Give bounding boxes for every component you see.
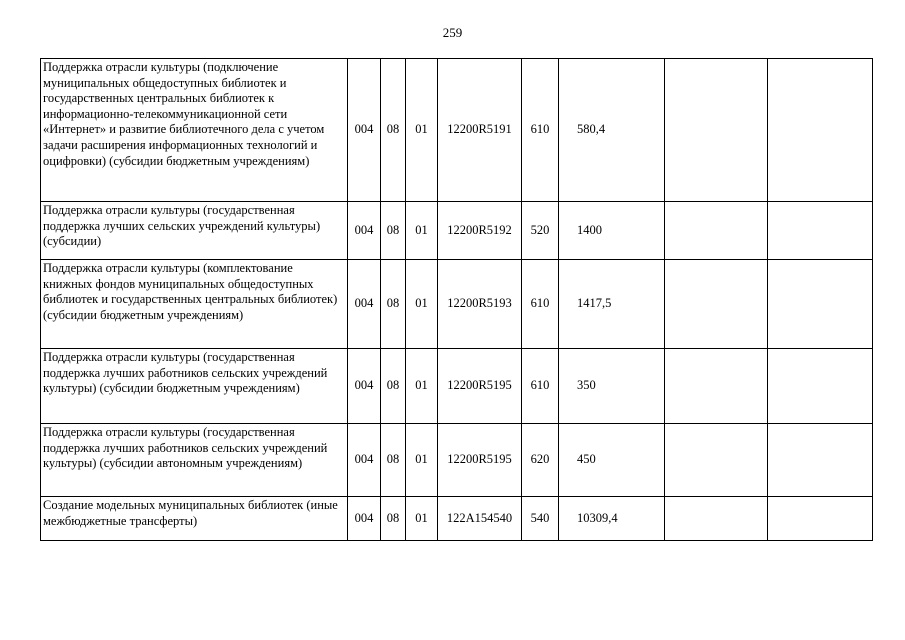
section-code-cell: 08 xyxy=(381,497,406,541)
section-code-cell: 08 xyxy=(381,424,406,497)
empty-cell xyxy=(665,59,768,202)
grbs-code-cell: 004 xyxy=(348,349,381,424)
empty-cell xyxy=(768,424,873,497)
section-code-cell: 08 xyxy=(381,202,406,260)
expense-type-cell: 610 xyxy=(522,260,559,349)
empty-cell xyxy=(768,59,873,202)
grbs-code-cell: 004 xyxy=(348,202,381,260)
amount-cell: 350 xyxy=(559,349,665,424)
amount-cell: 1417,5 xyxy=(559,260,665,349)
empty-cell xyxy=(665,424,768,497)
amount-cell: 1400 xyxy=(559,202,665,260)
subsection-code-cell: 01 xyxy=(406,202,438,260)
expense-type-cell: 540 xyxy=(522,497,559,541)
amount-cell: 450 xyxy=(559,424,665,497)
empty-cell xyxy=(768,260,873,349)
empty-cell xyxy=(665,497,768,541)
grbs-code-cell: 004 xyxy=(348,59,381,202)
expense-type-cell: 520 xyxy=(522,202,559,260)
empty-cell xyxy=(768,497,873,541)
empty-cell xyxy=(665,349,768,424)
page-number: 259 xyxy=(442,25,463,40)
expense-name-cell: Поддержка отрасли культуры (комплектование книжных фондов муниципальных общедоступных библиотек и государственных центральных библиотек) (субсидии бюджетным учреждениям) xyxy=(41,260,348,349)
section-code-cell: 08 xyxy=(381,59,406,202)
table-row xyxy=(41,59,873,202)
empty-cell xyxy=(665,202,768,260)
table-row xyxy=(41,260,873,349)
expense-name-cell: Поддержка отрасли культуры (государственная поддержка лучших работников сельских учреждений культуры) (субсидии бюджетным учреждениям) xyxy=(41,349,348,424)
target-article-cell: 12200R5195 xyxy=(438,424,522,497)
expense-type-cell: 610 xyxy=(522,349,559,424)
subsection-code-cell: 01 xyxy=(406,260,438,349)
empty-cell xyxy=(665,260,768,349)
empty-cell xyxy=(768,349,873,424)
table-row xyxy=(41,349,873,424)
subsection-code-cell: 01 xyxy=(406,424,438,497)
target-article-cell: 12200R5195 xyxy=(438,349,522,424)
amount-cell: 10309,4 xyxy=(559,497,665,541)
expense-name-cell: Поддержка отрасли культуры (подключение муниципальных общедоступных библиотек и государственных центральных библиотек к информационно-телекоммуникационной сети «Интернет» и развитие библиотечного дела с учетом задачи расширения информационных технологий и оцифровки) (субсидии бюджетным учреждениям) xyxy=(41,59,348,202)
section-code-cell: 08 xyxy=(381,260,406,349)
empty-cell xyxy=(768,202,873,260)
expense-type-cell: 620 xyxy=(522,424,559,497)
target-article-cell: 122A154540 xyxy=(438,497,522,541)
table-row xyxy=(41,424,873,497)
target-article-cell: 12200R5192 xyxy=(438,202,522,260)
expense-name-cell: Поддержка отрасли культуры (государственная поддержка лучших сельских учреждений культуры) (субсидии) xyxy=(41,202,348,260)
section-code-cell: 08 xyxy=(381,349,406,424)
grbs-code-cell: 004 xyxy=(348,424,381,497)
amount-cell: 580,4 xyxy=(559,59,665,202)
table-row xyxy=(41,497,873,541)
subsection-code-cell: 01 xyxy=(406,59,438,202)
target-article-cell: 12200R5193 xyxy=(438,260,522,349)
expense-name-cell: Поддержка отрасли культуры (государственная поддержка лучших работников сельских учреждений культуры) (субсидии автономным учреждениям) xyxy=(41,424,348,497)
subsection-code-cell: 01 xyxy=(406,497,438,541)
target-article-cell: 12200R5191 xyxy=(438,59,522,202)
subsection-code-cell: 01 xyxy=(406,349,438,424)
grbs-code-cell: 004 xyxy=(348,260,381,349)
expense-type-cell: 610 xyxy=(522,59,559,202)
grbs-code-cell: 004 xyxy=(348,497,381,541)
table-row xyxy=(41,202,873,260)
expense-name-cell: Создание модельных муниципальных библиотек (иные межбюджетные трансферты) xyxy=(41,497,348,541)
budget-table xyxy=(40,58,873,541)
